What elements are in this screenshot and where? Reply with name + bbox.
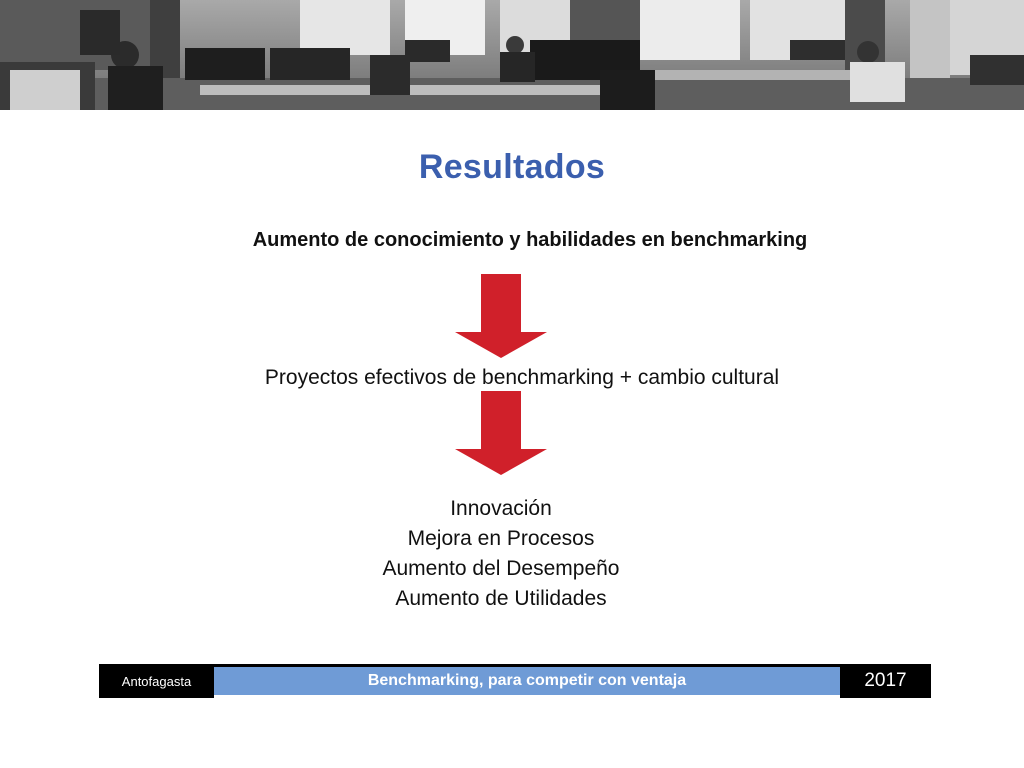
- result-item: Aumento de Utilidades: [395, 587, 607, 610]
- result-item: Aumento del Desempeño: [382, 557, 620, 580]
- footer-tagline: Benchmarking, para competir con ventaja: [214, 664, 840, 698]
- down-arrow-icon: [455, 274, 547, 358]
- slide-title: Resultados: [418, 148, 606, 186]
- footer-city: Antofagasta: [99, 664, 214, 698]
- down-arrow-icon: [455, 391, 547, 475]
- header-office-photo: [0, 0, 1024, 110]
- footer-year: 2017: [840, 664, 931, 698]
- results-list: [0, 494, 1002, 614]
- result-item: Innovación: [450, 497, 552, 520]
- statement-knowledge: Aumento de conocimiento y habilidades en benchmarking: [252, 229, 808, 251]
- result-item: Mejora en Procesos: [407, 527, 595, 550]
- slide-footer: [99, 664, 931, 698]
- statement-projects: Proyectos efectivos de benchmarking + cambio cultural: [264, 366, 780, 389]
